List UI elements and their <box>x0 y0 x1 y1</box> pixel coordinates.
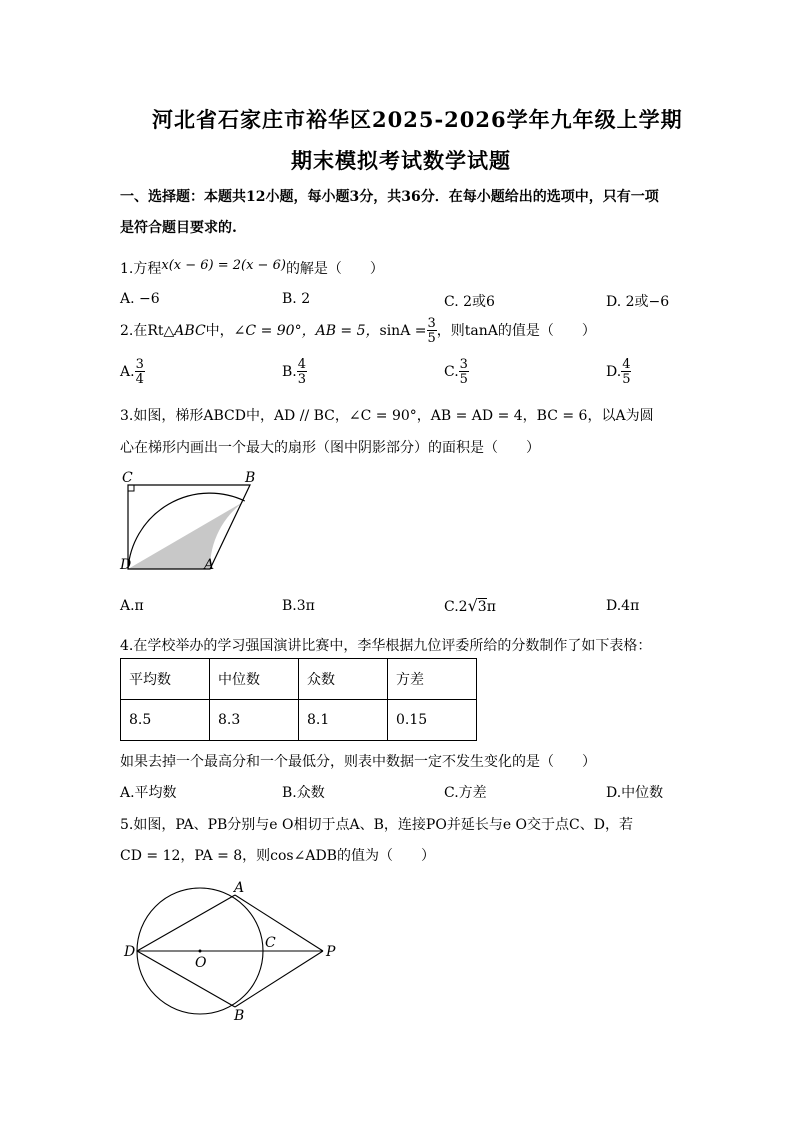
q2-sin: sinA = <box>379 323 427 339</box>
q4-option-c: C.方差 <box>444 785 487 801</box>
section-heading: 一、选择题：本题共12小题，每小题3分，共36分．在每小题给出的选项中，只有一项 <box>120 189 659 205</box>
q4-option-a: A.平均数 <box>120 785 177 801</box>
q3-label-b: B <box>245 470 256 486</box>
q1-option-d: D. 2或−6 <box>606 294 670 310</box>
q1-stem <box>120 258 384 278</box>
q5-label-b: B <box>234 1008 245 1024</box>
table-header-cell: 众数 <box>299 659 388 700</box>
q5-line-db <box>137 951 235 1007</box>
section-heading-cont: 是符合题目要求的. <box>120 220 237 236</box>
table-cell: 8.5 <box>121 700 210 741</box>
q2-angle: C = 90°， <box>245 323 316 339</box>
q5-line-da <box>137 895 235 951</box>
q2-prefix: 2.在Rt△ <box>120 323 175 339</box>
q3-label-d: D <box>120 557 132 573</box>
q1-prefix: 1.方程 <box>120 261 162 277</box>
q4-stem: 4.在学校举办的学习强国演讲比赛中，李华根据九位评委所给的分数制作了如下表格： <box>120 638 652 654</box>
q4-score-table <box>120 658 477 741</box>
q1-option-a: A. −6 <box>120 291 160 307</box>
table-header-cell: 方差 <box>388 659 477 700</box>
table-header-cell: 中位数 <box>210 659 299 700</box>
q5-stem-line-1: 5.如图，PA、PB分别与e O相切于点A、B，连接PO并延长与e O交于点C、D，若 <box>120 817 633 833</box>
q5-line-pa <box>235 895 323 951</box>
q3-label-a: A <box>204 557 215 573</box>
q5-circle-figure <box>115 875 350 1025</box>
q2-side: AB = 5， <box>315 323 380 339</box>
table-cell: 8.3 <box>210 700 299 741</box>
q1-option-b: B. 2 <box>282 291 311 307</box>
q4-option-d: D.中位数 <box>606 785 664 801</box>
q1-equation: x(x − 6) = 2(x − 6) <box>161 258 286 273</box>
q3-stem-line-2: 心在梯形内画出一个最大的扇形（图中阴影部分）的面积是（ ） <box>120 440 540 456</box>
q5-label-c: C <box>265 935 276 951</box>
q2-triangle: ABC <box>174 323 206 339</box>
q5-label-p: P <box>326 944 336 960</box>
q3-option-b: B.3π <box>282 598 315 614</box>
q5-label-o: O <box>195 955 207 971</box>
q2-sin-fraction: $\frac{3}{5}$ <box>427 316 436 346</box>
q5-stem-line-2: CD = 12，PA = 8，则cos∠ADB的值为（ ） <box>120 848 435 864</box>
q4-question: 如果去掉一个最高分和一个最低分，则表中数据一定不发生变化的是（ ） <box>120 754 596 770</box>
q3-option-a: A.π <box>120 598 144 614</box>
q3-option-d: D.4π <box>606 598 640 614</box>
q2-stem <box>120 317 596 345</box>
q2-mid: 中，∠ <box>205 323 246 339</box>
title-line-2: 期末模拟考试数学试题 <box>291 148 511 173</box>
q3-trapezoid-figure <box>110 465 280 580</box>
table-row <box>121 700 477 741</box>
table-header-row <box>121 659 477 700</box>
q5-line-pb <box>235 951 323 1007</box>
q3-option-c: C.2√3π <box>444 596 496 615</box>
title-line-1: 河北省石家庄市裕华区2025-2026学年九年级上学期 <box>152 107 683 132</box>
q3-stem-line-1: 3.如图，梯形ABCD中，AD // BC，∠C = 90°，AB = AD = 4，BC = 6，以A为圆 <box>120 408 654 424</box>
q2-option-b: B. $\frac{4}{3}$ <box>282 357 307 387</box>
q5-label-a: A <box>234 880 245 896</box>
q4-option-b: B.众数 <box>282 785 325 801</box>
q2-option-a: A. $\frac{3}{4}$ <box>120 357 144 387</box>
q3-shaded-sector <box>128 501 245 569</box>
q5-label-d: D <box>124 944 136 960</box>
q3-label-c: C <box>122 470 133 486</box>
table-cell: 0.15 <box>388 700 477 741</box>
q1-option-c: C. 2或6 <box>444 294 495 310</box>
table-header-cell: 平均数 <box>121 659 210 700</box>
q2-option-c: C. $\frac{3}{5}$ <box>444 357 468 387</box>
q5-center-point <box>199 950 202 953</box>
q2-option-d: D. $\frac{4}{5}$ <box>606 357 631 387</box>
q1-suffix: 的解是（ ） <box>285 261 384 277</box>
q2-suffix: ，则tanA的值是（ ） <box>436 323 596 339</box>
table-cell: 8.1 <box>299 700 388 741</box>
